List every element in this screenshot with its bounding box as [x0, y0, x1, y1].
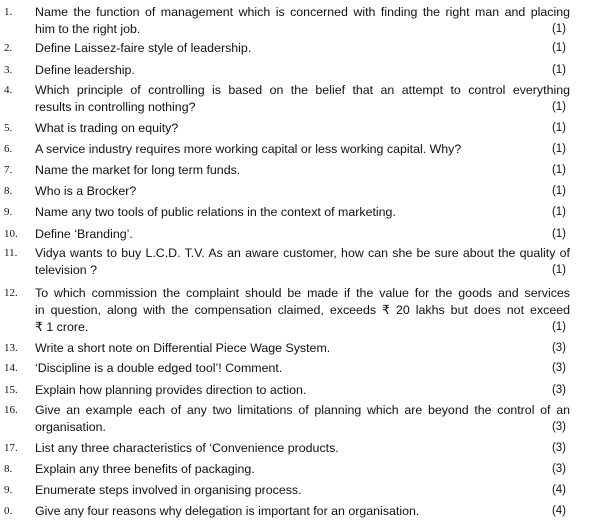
question-marks: (1): [551, 122, 566, 134]
question-text-line: Give an example each of any two limitations of planning which are beyond the control of an: [35, 403, 570, 417]
question-text: [35, 245, 570, 279]
question-number: 9.: [4, 206, 13, 218]
question-text: [35, 340, 570, 357]
question-text: [35, 440, 570, 457]
question-marks: (1): [551, 321, 566, 333]
question-marks: (3): [551, 463, 566, 475]
question-text-line: Who is a Brocker?: [35, 184, 137, 198]
question-number: 14.: [4, 362, 18, 374]
question-text: [35, 360, 570, 377]
question-number: 11.: [4, 247, 18, 259]
question-text: [35, 62, 570, 79]
question-number: 8.: [4, 185, 13, 197]
question-number: 2.: [4, 42, 13, 54]
question-marks: (3): [551, 384, 566, 396]
question-text-line: Name the function of management which is concerned with finding the right man and placing: [35, 5, 570, 19]
question-number: 5.: [4, 122, 13, 134]
question-text-line: Define ‘Branding’.: [35, 227, 133, 241]
question-number: 10.: [4, 228, 18, 240]
question-marks: (1): [551, 23, 566, 35]
question-text-line: Name any two tools of public relations in the context of marketing.: [35, 205, 396, 219]
question-number: 6.: [4, 143, 13, 155]
question-text: [35, 226, 570, 243]
question-text-line: Which principle of controlling is based on the belief that an attempt to control everything: [35, 83, 570, 97]
question-text-line: Give any four reasons why delegation is important for an organisation.: [35, 504, 420, 518]
question-marks: (3): [551, 342, 566, 354]
question-text-line: organisation.: [35, 420, 106, 434]
question-text: [35, 40, 570, 57]
question-marks: (1): [551, 228, 566, 240]
question-text-line: ₹ 1 crore.: [35, 320, 89, 334]
question-marks: (1): [551, 64, 566, 76]
question-number: 8.: [4, 463, 13, 475]
question-text: [35, 461, 570, 478]
question-text-line: Explain any three benefits of packaging.: [35, 462, 255, 476]
question-text: [35, 162, 570, 179]
question-marks: (1): [551, 143, 566, 155]
question-text-line: Write a short note on Differential Piece Wage System.: [35, 341, 331, 355]
question-number: 16.: [4, 404, 18, 416]
question-marks: (4): [551, 505, 566, 517]
question-text-line: in question, along with the compensation claimed, exceeds ₹ 20 lakhs but does not exceed: [35, 303, 570, 317]
question-text: [35, 402, 570, 436]
question-text: [35, 183, 570, 200]
question-number: 15.: [4, 384, 18, 396]
question-text: [35, 141, 570, 158]
question-text: [35, 285, 570, 336]
question-number: 13.: [4, 342, 18, 354]
question-number: 3.: [4, 64, 13, 76]
question-number: 17.: [4, 442, 18, 454]
question-text-line: To which commission the complaint should be made if the value for the goods and services: [35, 286, 570, 300]
question-text-line: A service industry requires more working capital or less working capital. Why?: [35, 142, 462, 156]
question-marks: (1): [551, 206, 566, 218]
question-marks: (1): [551, 101, 566, 113]
question-number: 4.: [4, 84, 13, 96]
question-text-line: List any three characteristics of ‘Convenience products.: [35, 441, 339, 455]
question-marks: (1): [551, 164, 566, 176]
question-text: [35, 482, 570, 499]
question-text: [35, 4, 570, 38]
question-number: 12.: [4, 287, 18, 299]
question-number: 7.: [4, 164, 13, 176]
question-marks: (1): [551, 264, 566, 276]
question-number: 1.: [4, 6, 13, 18]
question-text-line: results in controlling nothing?: [35, 100, 196, 114]
question-number: 9.: [4, 484, 13, 496]
question-text: [35, 382, 570, 399]
question-text-line: ‘Discipline is a double edged tool’! Comment.: [35, 361, 283, 375]
question-marks: (1): [551, 185, 566, 197]
question-marks: (1): [551, 42, 566, 54]
question-number: 0.: [4, 505, 13, 517]
question-marks: (3): [551, 362, 566, 374]
question-text: [35, 503, 570, 520]
question-marks: (3): [551, 442, 566, 454]
question-text-line: Define leadership.: [35, 63, 135, 77]
question-text-line: Explain how planning provides direction to action.: [35, 383, 307, 397]
question-text: [35, 204, 570, 221]
question-text: [35, 82, 570, 116]
question-text-line: Define Laissez-faire style of leadership.: [35, 41, 252, 55]
question-text-line: Vidya wants to buy L.C.D. T.V. As an aware customer, how can she be sure about the quality of: [35, 246, 570, 260]
question-marks: (4): [551, 484, 566, 496]
question-text-line: him to the right job.: [35, 22, 141, 36]
question-text: [35, 120, 570, 137]
question-text-line: What is trading on equity?: [35, 121, 179, 135]
question-text-line: Enumerate steps involved in organising process.: [35, 483, 302, 497]
question-marks: (3): [551, 421, 566, 433]
question-text-line: Name the market for long term funds.: [35, 163, 241, 177]
question-text-line: television ?: [35, 263, 97, 277]
